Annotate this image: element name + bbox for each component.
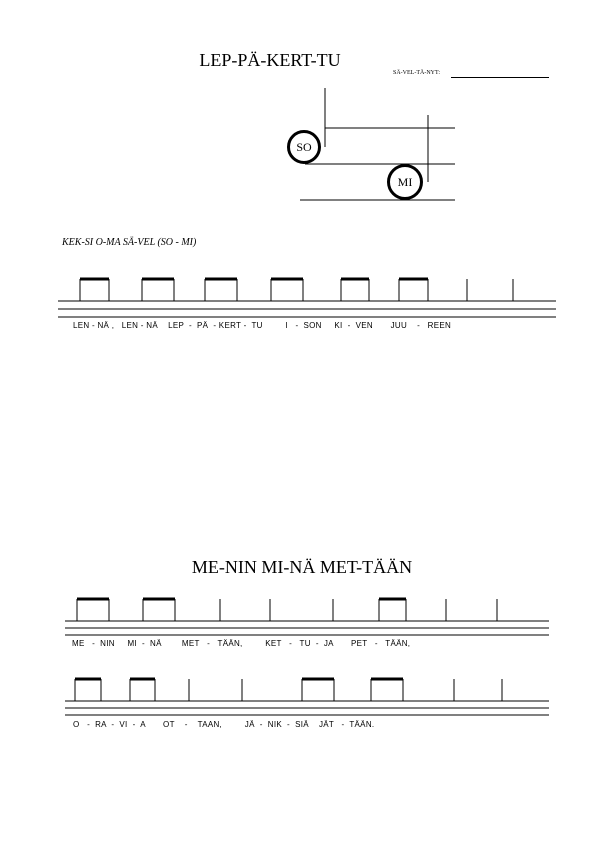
lyrics-line-1: LEN - NÄ , LEN - NÄ LEP - PÄ - KERT - TU I - SON KI - VEN JUU - REEN <box>73 321 452 330</box>
song2-title: ME-NIN MI-NÄ MET-TÄÄN <box>191 557 413 577</box>
eighth-pair <box>302 679 334 701</box>
eighth-pair <box>77 599 109 621</box>
eighth-pair <box>80 279 109 301</box>
eighth-pair <box>130 679 155 701</box>
rhythm-2 <box>77 599 497 621</box>
eighth-pair <box>341 279 369 301</box>
rhythm-1 <box>80 279 513 301</box>
eighth-pair <box>205 279 237 301</box>
staff-1 <box>58 301 556 317</box>
note-so-label: SO <box>296 140 312 154</box>
composer-label: SÄ-VEL-TÄ-NYT: <box>393 70 441 76</box>
lyrics-line-2: ME - NIN MI - NÄ MET - TÄÄN, KET - TU - JA PET - TÄÄN, <box>72 639 411 648</box>
so-mi-diagram <box>300 88 455 200</box>
eighth-pair <box>371 679 403 701</box>
staff-2 <box>65 621 549 635</box>
staff-3 <box>65 701 549 715</box>
song1-title: LEP-PÄ-KERT-TU <box>199 50 341 70</box>
instruction-text: KEK-SI O-MA SÄ-VEL (SO - MI) <box>62 237 197 248</box>
eighth-pair <box>143 599 175 621</box>
note-mi-label: MI <box>397 175 413 189</box>
lyrics-line-3: O - RA - VI - A OT - TAAN, JÄ - NIK - SIÄ JÄT - TÄÄN. <box>73 720 375 729</box>
eighth-pair <box>399 279 428 301</box>
eighth-pair <box>271 279 303 301</box>
note-mi-circle <box>387 164 423 200</box>
note-so-circle <box>287 130 321 164</box>
eighth-pair <box>75 679 101 701</box>
rhythm-3 <box>75 679 502 701</box>
eighth-pair <box>379 599 406 621</box>
eighth-pair <box>142 279 174 301</box>
